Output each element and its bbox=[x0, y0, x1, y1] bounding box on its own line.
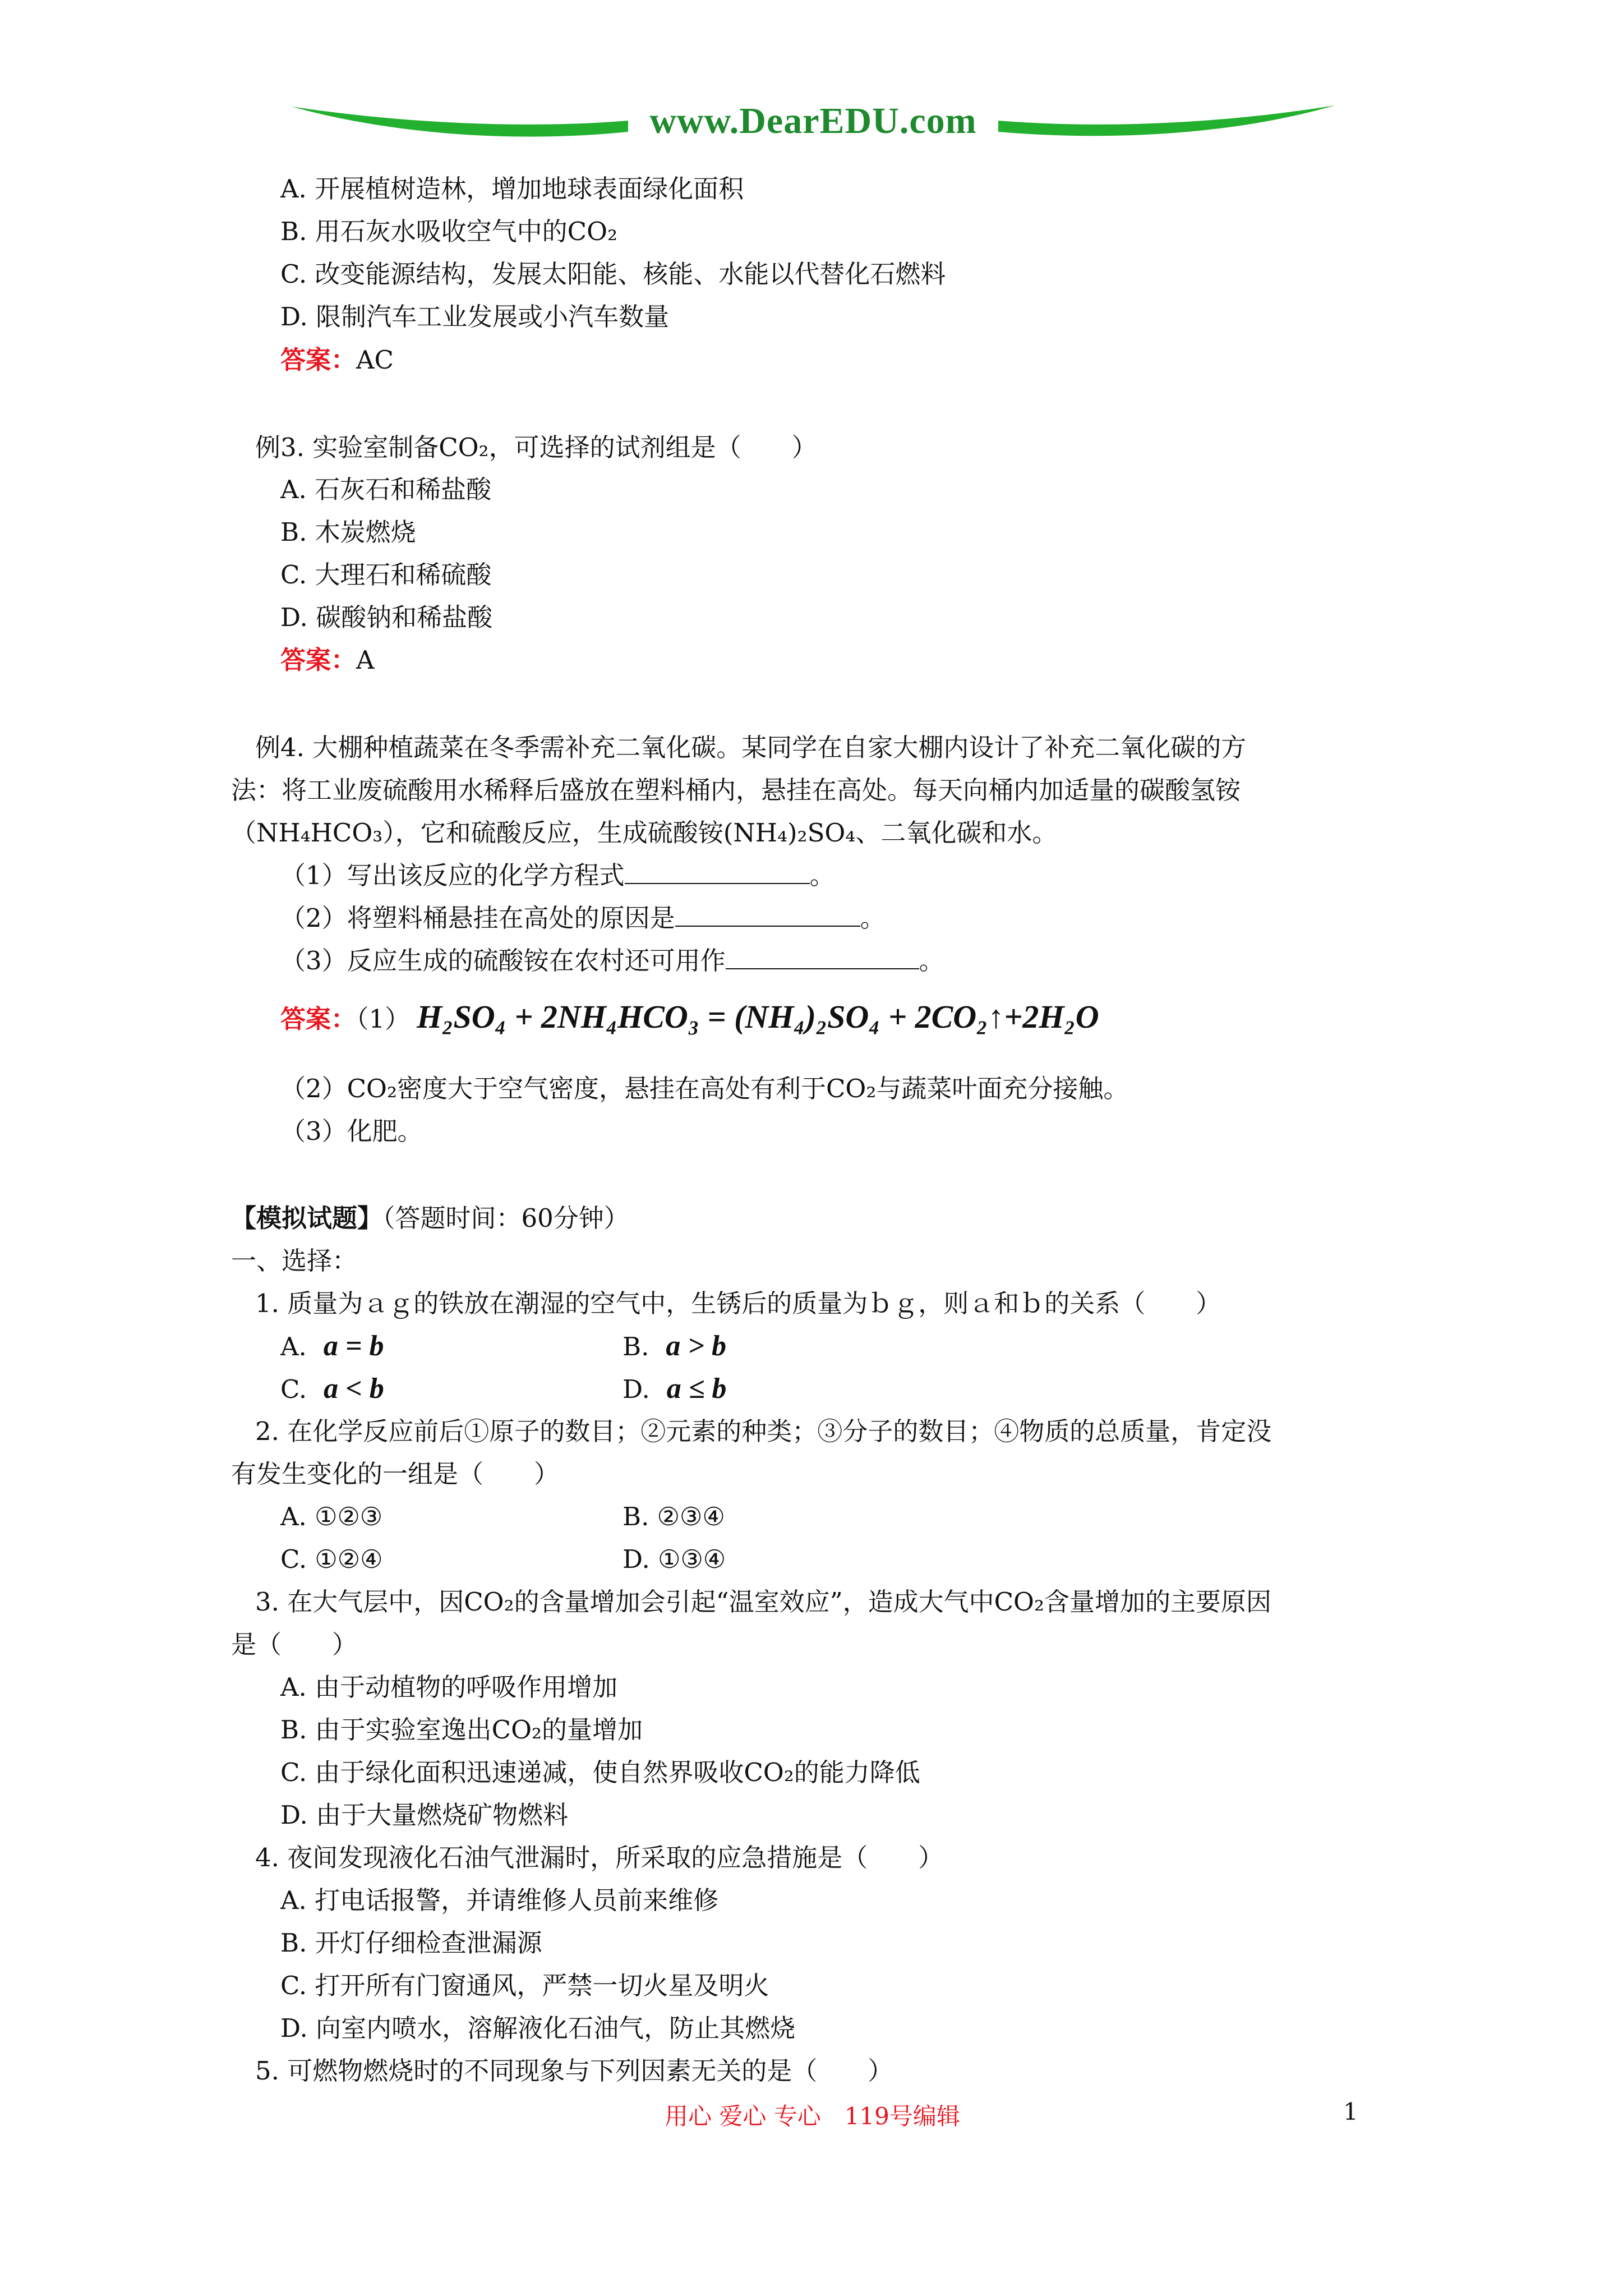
option-label: B. bbox=[623, 1332, 649, 1361]
ex4-q1 bbox=[280, 859, 835, 892]
q2-answer bbox=[280, 343, 394, 377]
option-math: a ≤ b bbox=[666, 1373, 727, 1405]
question-3-stem-line-1: 3. 在大气层中，因CO₂的含量增加会引起“温室效应”，造成大气中CO₂含量增加的主要原因 bbox=[255, 1587, 1271, 1617]
mock-test-heading bbox=[231, 1202, 629, 1235]
q4-option-a: A. 打电话报警，并请维修人员前来维修 bbox=[280, 1885, 719, 1915]
end-mark: 。 bbox=[809, 861, 835, 890]
q2-mc-option-d: D. ①③④ bbox=[623, 1544, 726, 1574]
ex4-stem-line-2: 法：将工业废硫酸用水稀释后盛放在塑料桶内，悬挂在高处。每天向桶内加适量的碳酸氢铵 bbox=[231, 775, 1241, 805]
q2-option-a: A. 开展植树造林，增加地球表面绿化面积 bbox=[280, 174, 744, 204]
ex3-option-c: C. 大理石和稀硫酸 bbox=[280, 560, 492, 590]
q4-option-b: B. 开灯仔细检查泄漏源 bbox=[280, 1928, 542, 1958]
q1-option-d bbox=[623, 1372, 726, 1406]
ex4-answer-2: （2）CO₂密度大于空气密度，悬挂在高处有利于CO₂与蔬菜叶面充分接触。 bbox=[280, 1074, 1129, 1103]
option-label: A. bbox=[280, 1332, 307, 1361]
ex4-q1-blank bbox=[625, 861, 810, 884]
option-label: C. bbox=[280, 1374, 307, 1404]
ex4-q3-blank bbox=[726, 946, 919, 969]
q2-option-d: D. 限制汽车工业发展或小汽车数量 bbox=[280, 302, 670, 332]
answer-label: 答案： bbox=[280, 345, 357, 375]
q1-option-b bbox=[623, 1329, 726, 1364]
ex4-q2-text: （2）将塑料桶悬挂在高处的原因是 bbox=[280, 903, 675, 933]
q2-option-c: C. 改变能源结构，发展太阳能、核能、水能以代替化石燃料 bbox=[280, 259, 946, 289]
question-2-stem-line-2: 有发生变化的一组是（ ） bbox=[231, 1459, 560, 1489]
q4-option-c: C. 打开所有门窗通风，严禁一切火星及明火 bbox=[280, 1971, 769, 2000]
ex4-q2-blank bbox=[675, 903, 860, 927]
header-banner bbox=[292, 90, 1335, 151]
ex4-stem-line-1: 例4. 大棚种植蔬菜在冬季需补充二氧化碳。某同学在自家大棚内设计了补充二氧化碳的方 bbox=[255, 733, 1247, 762]
answer-1-prefix: （1） bbox=[356, 1004, 411, 1034]
ex3-option-b: B. 木炭燃烧 bbox=[280, 517, 416, 547]
q2-mc-option-c: C. ①②④ bbox=[280, 1544, 383, 1574]
option-math: a = b bbox=[323, 1330, 384, 1362]
question-5-stem: 5. 可燃物燃烧时的不同现象与下列因素无关的是（ ） bbox=[255, 2056, 893, 2086]
q1-option-c bbox=[280, 1372, 384, 1406]
ex4-q2 bbox=[280, 901, 886, 935]
question-3-stem-line-2: 是（ ） bbox=[231, 1630, 358, 1659]
section-title: 一、选择： bbox=[231, 1246, 358, 1276]
option-math: a > b bbox=[666, 1330, 727, 1362]
chemical-equation: H₂SO₄ + 2NH₄HCO₃ = (NH₄)₂SO₄ + 2CO₂↑+2H₂O bbox=[417, 999, 1099, 1035]
ex4-answer-3: （3）化肥。 bbox=[280, 1116, 423, 1146]
q2-mc-option-a: A. ①②③ bbox=[280, 1502, 383, 1531]
ex4-answer-1 bbox=[280, 996, 1099, 1041]
end-mark: 。 bbox=[860, 903, 886, 933]
ex4-q3-text: （3）反应生成的硫酸铵在农村还可用作 bbox=[280, 946, 726, 976]
answer-label: 答案： bbox=[280, 645, 357, 675]
mock-test-title: 【模拟试题】 bbox=[231, 1203, 383, 1233]
q2-mc-option-b: B. ②③④ bbox=[623, 1502, 725, 1531]
answer-value: AC bbox=[356, 345, 394, 375]
footer-slogan: 用心 爱心 专心 119号编辑 bbox=[665, 2102, 960, 2130]
q3-option-c: C. 由于绿化面积迅速递减，使自然界吸收CO₂的能力降低 bbox=[280, 1757, 920, 1787]
q1-option-a bbox=[280, 1329, 384, 1364]
q3-option-d: D. 由于大量燃烧矿物燃料 bbox=[280, 1800, 569, 1830]
page-footer bbox=[0, 2098, 1623, 2132]
ex3-option-d: D. 碳酸钠和稀盐酸 bbox=[280, 602, 493, 632]
question-4-stem: 4. 夜间发现液化石油气泄漏时，所采取的应急措施是（ ） bbox=[255, 1843, 944, 1872]
question-1-stem: 1. 质量为ａｇ的铁放在潮湿的空气中，生锈后的质量为ｂｇ，则ａ和ｂ的关系（ ） bbox=[255, 1289, 1221, 1318]
q3-option-a: A. 由于动植物的呼吸作用增加 bbox=[280, 1672, 618, 1702]
page-number: 1 bbox=[1343, 2098, 1358, 2125]
end-mark: 。 bbox=[919, 946, 944, 976]
ex3-answer bbox=[280, 643, 375, 677]
answer-value: A bbox=[356, 645, 375, 675]
answer-label: 答案： bbox=[280, 1004, 357, 1034]
question-2-stem-line-1: 2. 在化学反应前后①原子的数目；②元素的种类；③分子的数目；④物质的总质量，肯定没 bbox=[255, 1416, 1272, 1446]
ex3-option-a: A. 石灰石和稀盐酸 bbox=[280, 475, 492, 504]
q4-option-d: D. 向室内喷水，溶解液化石油气，防止其燃烧 bbox=[280, 2013, 796, 2043]
ex4-q1-text: （1）写出该反应的化学方程式 bbox=[280, 861, 625, 890]
ex4-q3 bbox=[280, 944, 944, 978]
ex4-stem-line-3: （NH₄HCO₃），它和硫酸反应，生成硫酸铵(NH₄)₂SO₄、二氧化碳和水。 bbox=[231, 818, 1058, 848]
ex3-stem: 例3. 实验室制备CO₂，可选择的试剂组是（ ） bbox=[255, 432, 817, 462]
q2-option-b: B. 用石灰水吸收空气中的CO₂ bbox=[280, 217, 618, 246]
option-label: D. bbox=[623, 1374, 650, 1404]
mock-test-time: （答题时间：60分钟） bbox=[382, 1203, 629, 1233]
q3-option-b: B. 由于实验室逸出CO₂的量增加 bbox=[280, 1715, 643, 1745]
option-math: a < b bbox=[324, 1373, 384, 1405]
site-title: www.DearEDU.com bbox=[649, 100, 977, 141]
